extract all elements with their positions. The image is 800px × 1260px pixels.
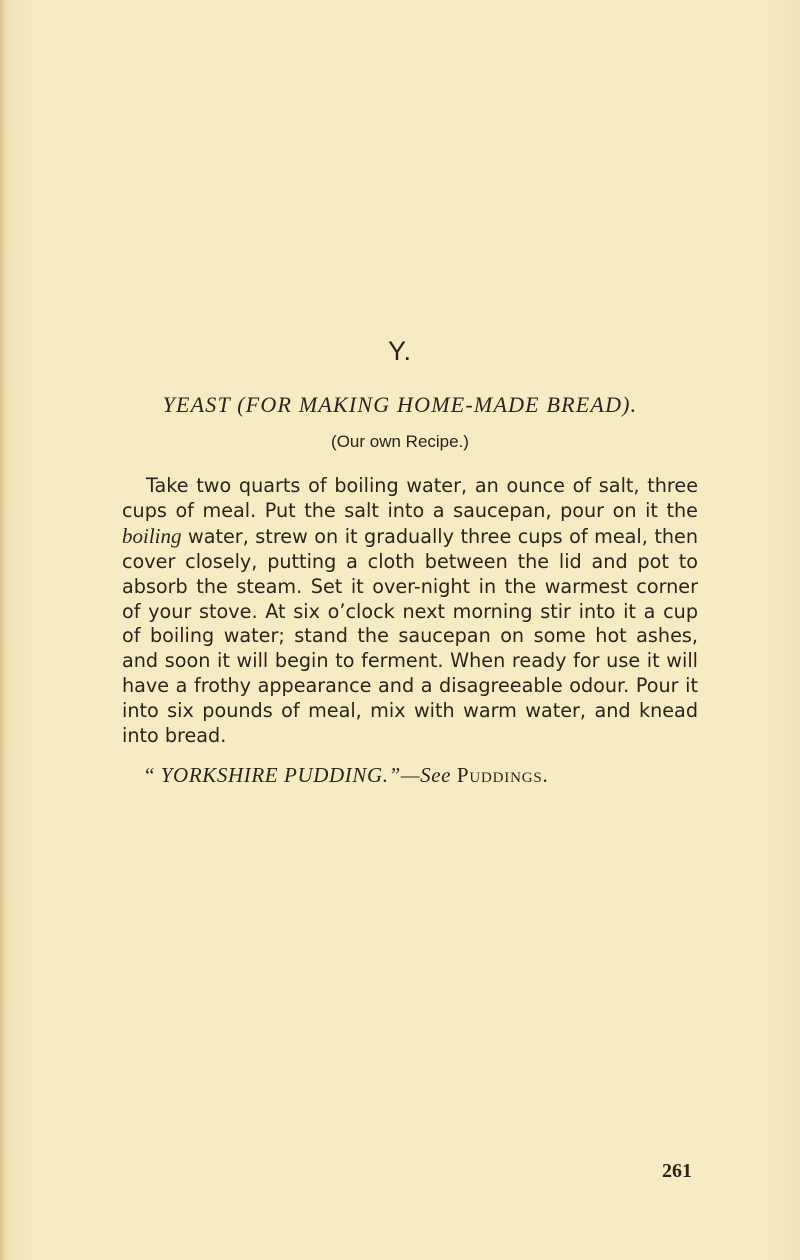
recipe-text-start: Take two quarts of boiling water, an ounce of salt, three cups of meal. Put the salt into a saucepan, pour on it the (122, 474, 698, 522)
recipe-subtitle: (Our own Recipe.) (331, 432, 469, 451)
quote-mark: “ (145, 763, 161, 787)
cross-reference (145, 763, 705, 788)
recipe-emphasis: boiling (122, 523, 182, 548)
cross-reference-target: Puddings. (456, 763, 549, 787)
page-number: 261 (662, 1160, 692, 1182)
section-letter: Y. (387, 336, 413, 366)
recipe-text-end: water, strew on it gradually three cups of meal, then cover closely, putting a cloth between the lid and pot to absorb the steam. Set it over-night in the warmest corner of your stove. At six o’clock next morning stir into it a cup of boiling water; stand the saucepan on some hot ashes, and soon it will begin to ferment. When ready for use it will have a frothy appearance and a disagreeable odour. Pour it into six pounds of meal, mix with warm water, and knead into bread. (122, 524, 698, 748)
cross-reference-term: YORKSHIRE PUDDING.” (160, 763, 401, 787)
recipe-body (122, 474, 698, 749)
page-edge (0, 0, 6, 1260)
see-label: —See (400, 763, 457, 787)
recipe-title: YEAST (FOR MAKING HOME-MADE BREAD). (162, 392, 638, 417)
